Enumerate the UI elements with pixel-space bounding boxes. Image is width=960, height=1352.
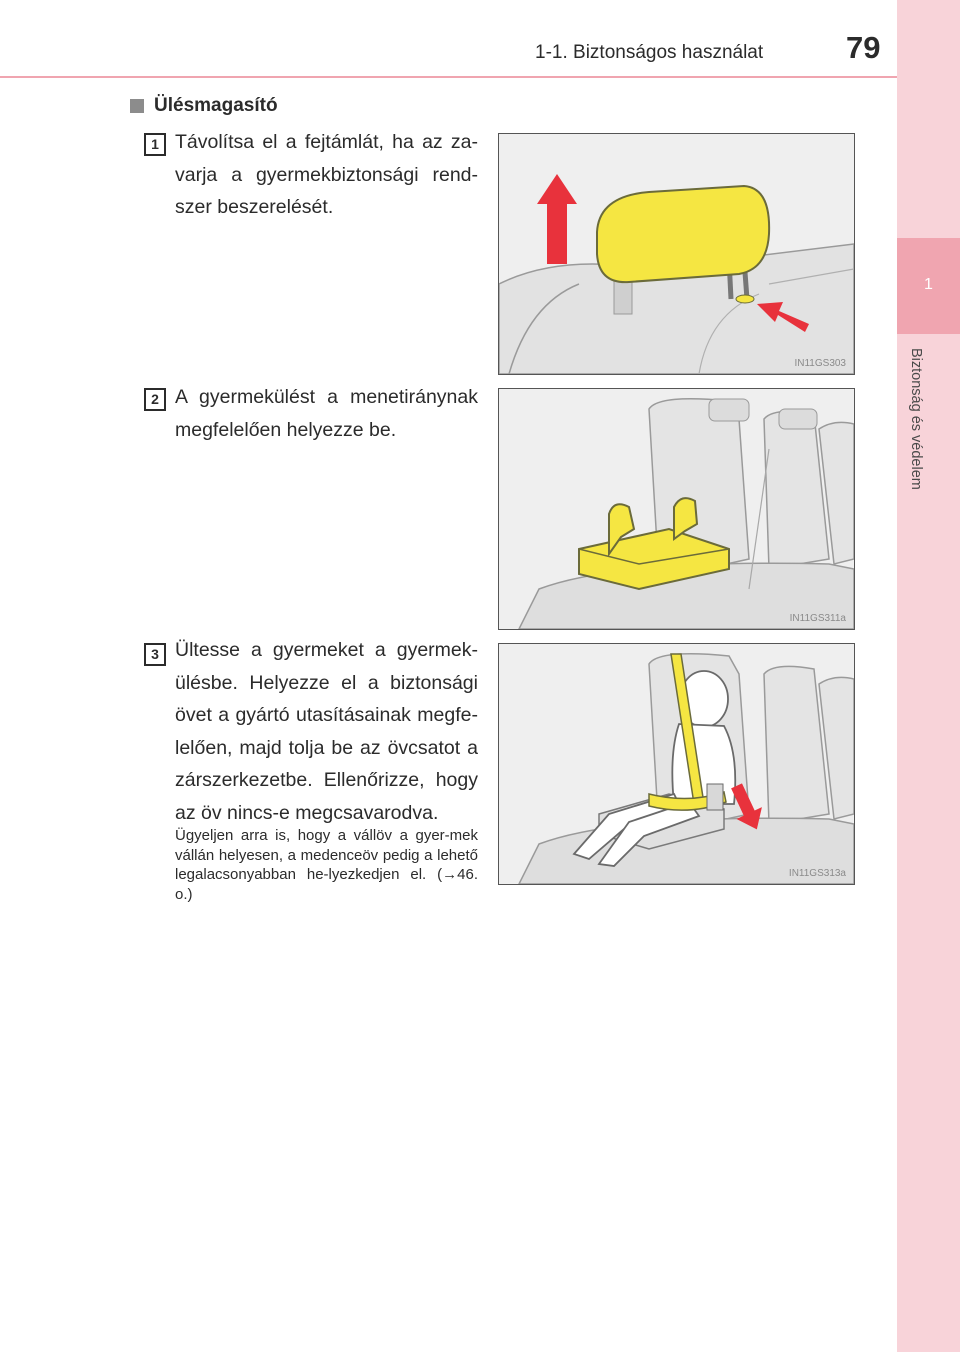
step-2-text: A gyermekülést a menetiránynak megfelelően helyezze be. <box>175 386 478 441</box>
bullet-square-icon <box>130 99 144 113</box>
step-badge-3: 3 <box>144 643 166 666</box>
child-seatbelt-illustration <box>499 644 854 884</box>
booster-seat-illustration <box>499 389 854 629</box>
figure-child-seated <box>498 643 855 885</box>
side-tab <box>897 0 960 1352</box>
figure-code-1: IN11GS303 <box>794 358 846 369</box>
step-1-text: Távolítsa el a fejtámlát, ha az za-varja a gyermekbiztonsági rend-szer beszerelését. <box>175 131 478 218</box>
headrest-illustration <box>499 134 854 374</box>
chapter-label: Biztonság és védelem <box>908 348 924 490</box>
chapter-number: 1 <box>924 276 933 293</box>
figure-code-2: IN11GS311a <box>789 613 846 624</box>
header-rule <box>0 76 897 78</box>
step-badge-1: 1 <box>144 133 166 156</box>
section-title: Ülésmagasító <box>154 95 278 116</box>
step-3-text: Ültesse a gyermeket a gyermek-ülésbe. Helyezze el a biztonsági övet a gyártó utasításainak megfe-lelően, majd tolja be az övcsatot a zárszerkezetbe. Ellenőrizze, hogy az öv nincs-e megcsavarodva. <box>175 639 478 824</box>
page-number: 79 <box>846 30 881 65</box>
step-3-note: Ügyeljen arra is, hogy a vállöv a gyer-mek vállán helyesen, a medenceöv pedig a lehető legalacsonyabban he-lyezkedjen el. (→46. o.) <box>175 827 478 903</box>
figure-headrest-removal <box>498 133 855 375</box>
figure-code-3: IN11GS313a <box>788 868 846 879</box>
section-heading <box>130 95 278 117</box>
figure-booster-placement <box>498 388 855 630</box>
header-title: 1-1. Biztonságos használat <box>535 42 764 63</box>
step-badge-2: 2 <box>144 388 166 411</box>
